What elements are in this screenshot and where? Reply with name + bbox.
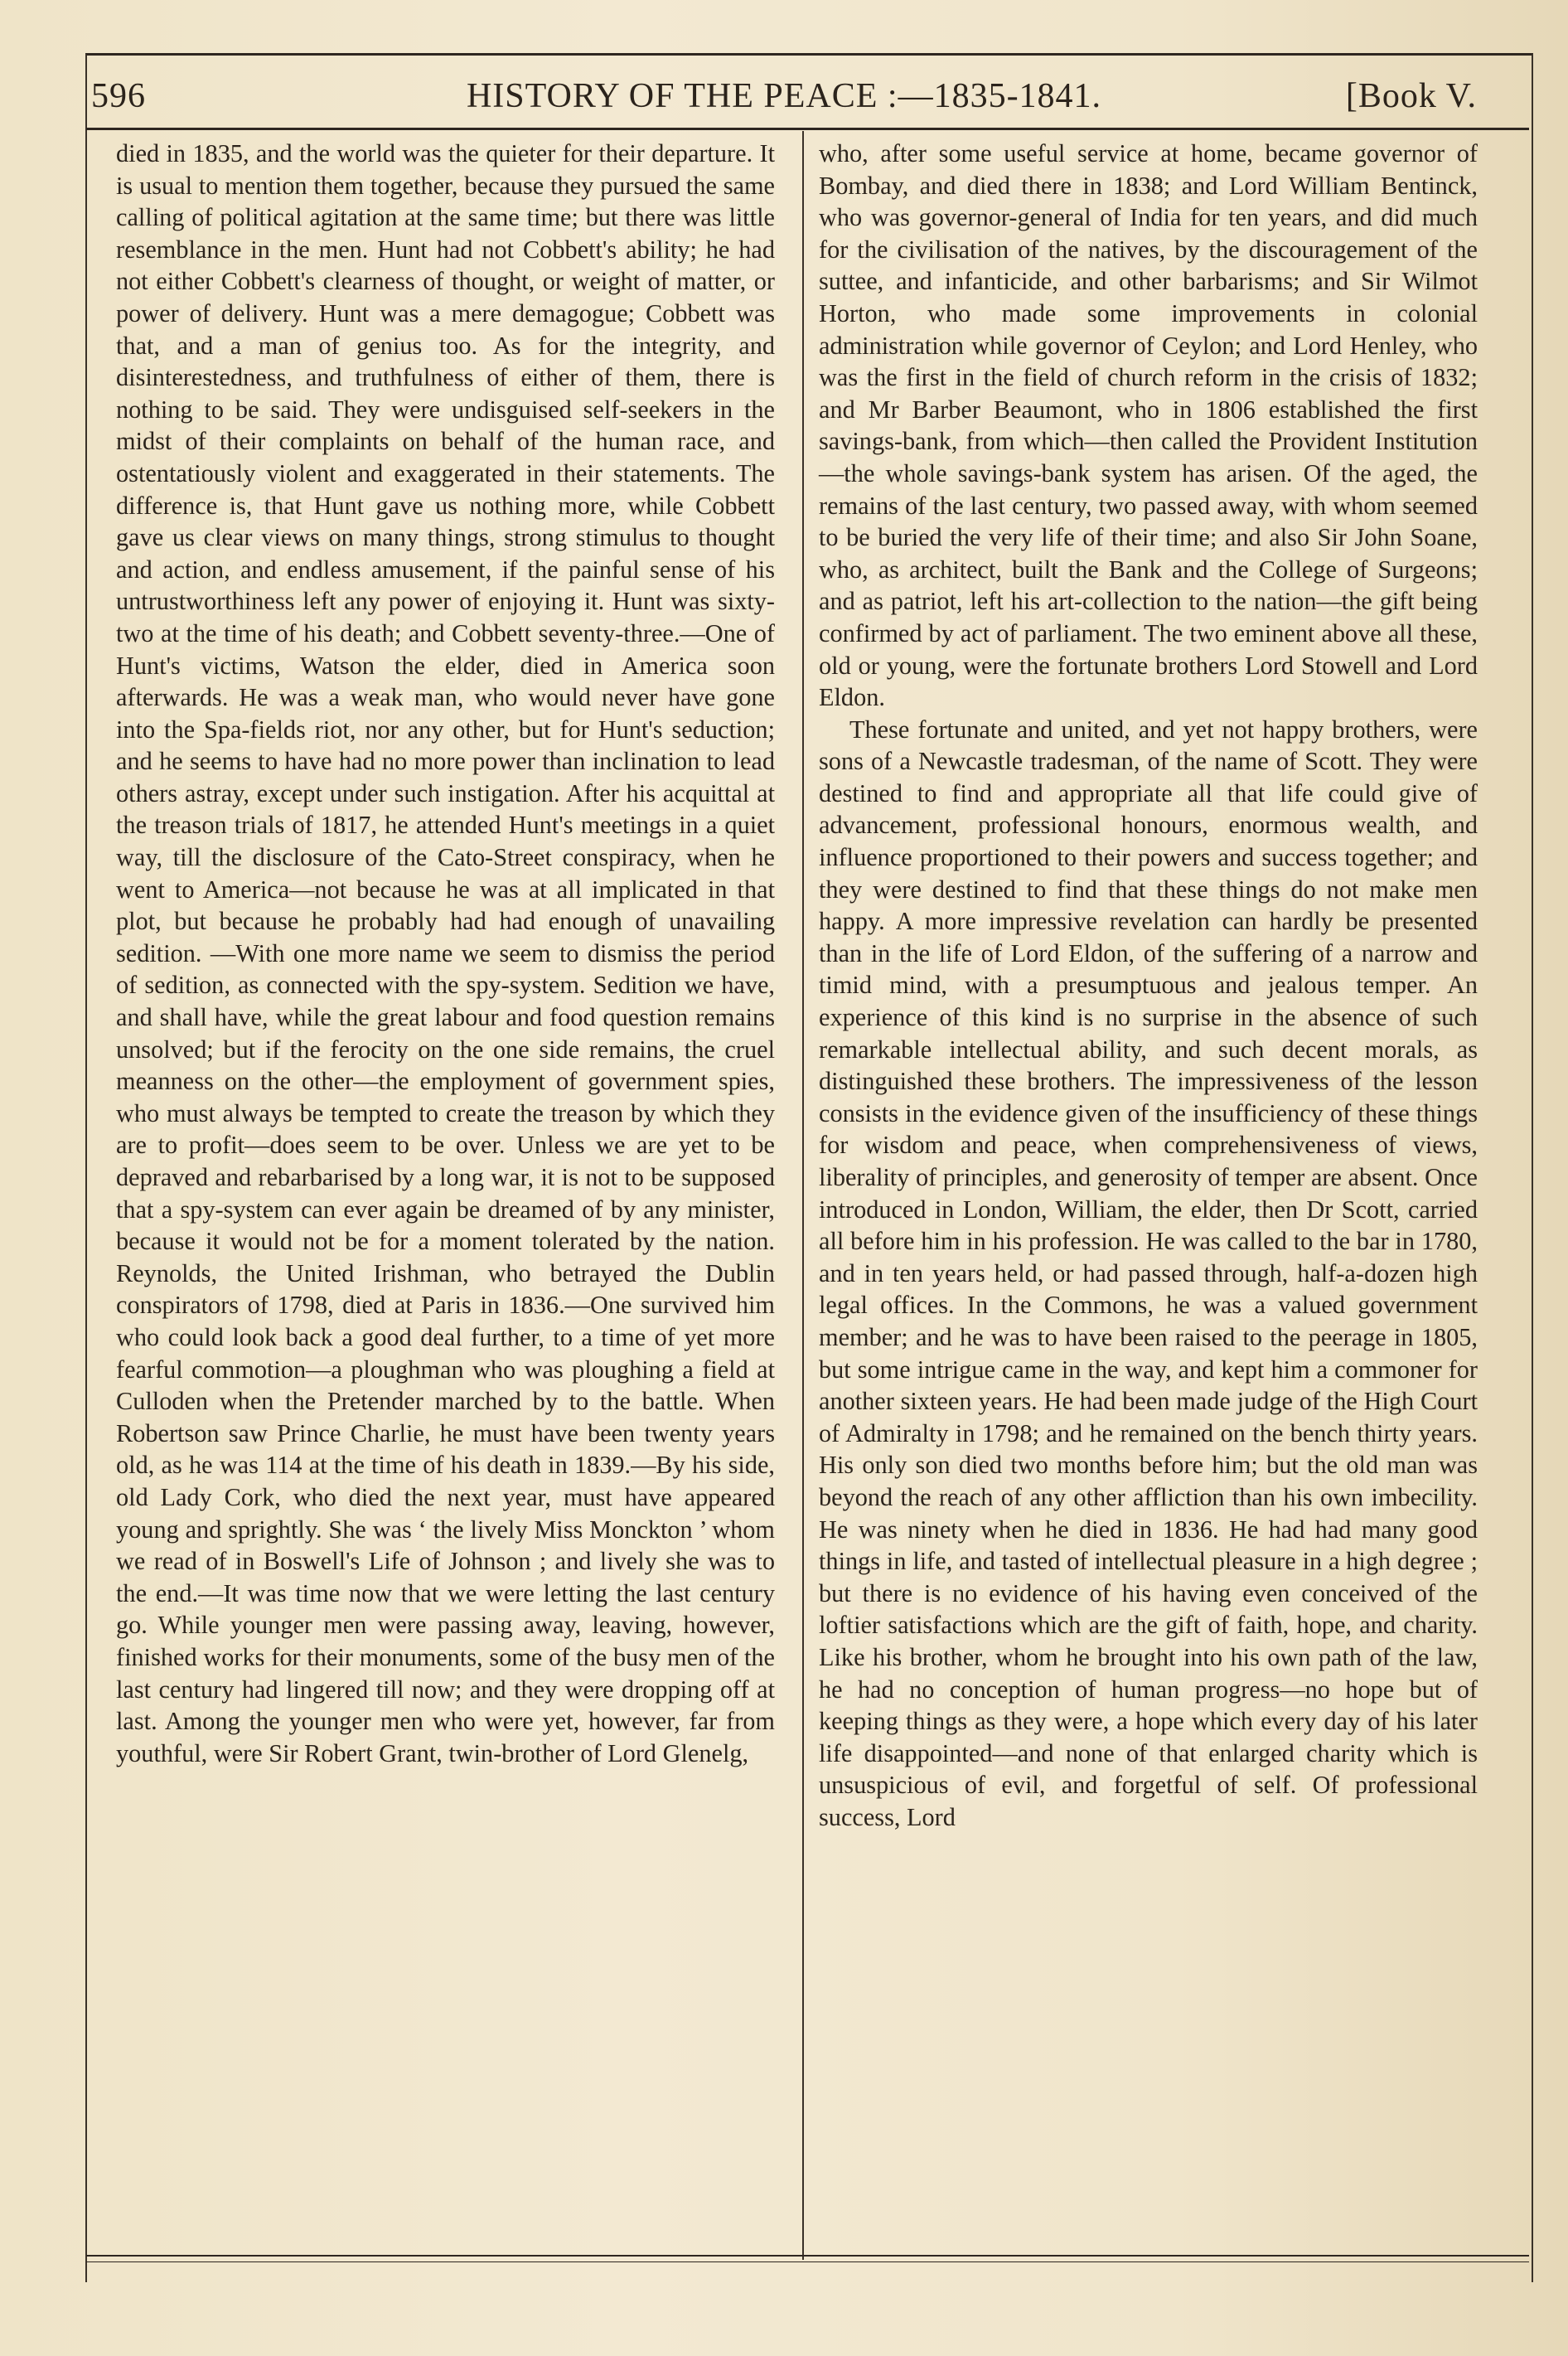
- running-title: HISTORY OF THE PEACE :—1835-1841.: [466, 77, 1102, 115]
- paragraph: These fortunate and united, and yet not happy brothers, were sons of a Newcastle tradesman, of the name of Scott. They were destined to find and appropriate all that life could give of advancement, professional honours, enormous wealth, and influence proportioned to their powers and success together; and they were destined to find that these things do not make men happy. A more impressive revelation can hardly be presented than in the life of Lord Eldon, of the suffering of a narrow and timid mind, with a presumptuous and jealous temper. An experience of this kind is no surprise in the absence of such remarkable intellectual ability, and such decent morals, as distinguished these brothers. The impressiveness of the lesson consists in the evidence given of the insufficiency of these things for wisdom and peace, when comprehensiveness of views, liberality of principles, and generosity of temper are absent. Once introduced in London, William, the elder, then Dr Scott, carried all before him in his profession. He was called to the bar in 1780, and in ten years held, or had passed through, half-a-dozen high legal offices. In the Commons, he was a valued government member; and he was to have been raised to the peerage in 1805, but some intrigue came in the way, and kept him a commoner for another sixteen years. He had been made judge of the High Court of Admiralty in 1798; and he remained on the bench thirty years. His only son died two months before him; but the old man was beyond the reach of any other affliction than his own imbecility. He was ninety when he died in 1836. He had had many good things in life, and tasted of intellectual pleasure in a high degree ; but there is no evidence of his having even conceived of the loftier satisfactions which are the gift of faith, hope, and charity. Like his brother, whom he brought into his own path of the law, he had no conception of human progress—no hope but of keeping things as they were, a hope which every day of his later life disappointed—and none of that enlarged charity which is unsuspicious of evil, and forgetful of self. Of professional success, Lord: [819, 715, 1478, 1831]
- header-rule: [86, 128, 1529, 130]
- book-label: [Book V.: [1345, 77, 1477, 115]
- footer-rule: [86, 2255, 1529, 2257]
- page-number: 596: [91, 77, 146, 115]
- right-column: [819, 138, 1478, 1833]
- footer-rule-thin: [86, 2261, 1529, 2262]
- running-header: [91, 76, 1477, 126]
- left-column: [116, 138, 775, 1769]
- paragraph: who, after some useful service at home, became governor of Bombay, and died there in 1838; and Lord William Bentinck, who was governor-general of India for ten years, and did much for the civilisation of the natives, by the discouragement of the suttee, and infanticide, and other barbarisms; and Sir Wilmot Horton, who made some improvements in colonial administration while governor of Ceylon; and Lord Henley, who was the first in the field of church reform in the crisis of 1832; and Mr Barber Beaumont, who in 1806 established the first savings-bank, from which—then called the Provident Institution—the whole savings-bank system has arisen. Of the aged, the remains of the last century, two passed away, with whom seemed to be buried the very life of their time; and also Sir John Soane, who, as architect, built the Bank and the College of Surgeons; and as patriot, left his art-collection to the nation—the gift being confirmed by act of parliament. The two eminent above all these, old or young, were the fortunate brothers Lord Stowell and Lord Eldon.: [819, 139, 1478, 712]
- column-divider: [802, 131, 804, 2260]
- paragraph: died in 1835, and the world was the quieter for their departure. It is usual to mention them together, because they pursued the same calling of political agitation at the same time; but there was little resemblance in the men. Hunt had not Cobbett's ability; he had not either Cobbett's clearness of thought, or weight of matter, or power of delivery. Hunt was a mere demagogue; Cobbett was that, and a man of genius too. As for the integrity, and disinterestedness, and truthfulness of either of them, there is nothing to be said. They were undisguised self-seekers in the midst of their complaints on behalf of the human race, and ostentatiously violent and exaggerated in their statements. The difference is, that Hunt gave us nothing more, while Cobbett gave us clear views on many things, strong stimulus to thought and action, and endless amusement, if the painful sense of his untrustworthiness left any power of enjoying it. Hunt was sixty-two at the time of his death; and Cobbett seventy-three.—One of Hunt's victims, Watson the elder, died in America soon afterwards. He was a weak man, who would never have gone into the Spa-fields riot, nor any other, but for Hunt's seduction; and he seems to have had no more power than inclination to lead others astray, except under such instigation. After his acquittal at the treason trials of 1817, he attended Hunt's meetings in a quiet way, till the disclosure of the Cato-Street conspiracy, when he went to America—not because he was at all implicated in that plot, but because he probably had had enough of unavailing sedition. —With one more name we seem to dismiss the period of sedition, as connected with the spy-system. Sedition we have, and shall have, while the great labour and food question remains unsolved; but if the ferocity on the one side remains, the cruel meanness on the other—the employment of government spies, who must always be tempted to create the treason by which they are to profit—does seem to be over. Unless we are yet to be depraved and rebarbarised by a long war, it is not to be supposed that a spy-system can ever again be dreamed of by any minister, because it would not be for a moment tolerated by the nation. Reynolds, the United Irishman, who betrayed the Dublin conspirators of 1798, died at Paris in 1836.—One survived him who could look back a good deal further, to a time of yet more fearful commotion—a ploughman who was ploughing a field at Culloden when the Pretender marched by to the battle. When Robertson saw Prince Charlie, he must have been twenty years old, as he was 114 at the time of his death in 1839.—By his side, old Lady Cork, who died the next year, must have appeared young and sprightly. She was ‘ the lively Miss Monckton ’ whom we read of in Boswell's Life of Johnson ; and lively she was to the end.—It was time now that we were letting the last century go. While younger men were passing away, leaving, however, finished works for their monuments, some of the busy men of the last century had lingered till now; and they were dropping off at last. Among the younger men who were yet, however, far from youthful, were Sir Robert Grant, twin-brother of Lord Glenelg,: [116, 139, 775, 1767]
